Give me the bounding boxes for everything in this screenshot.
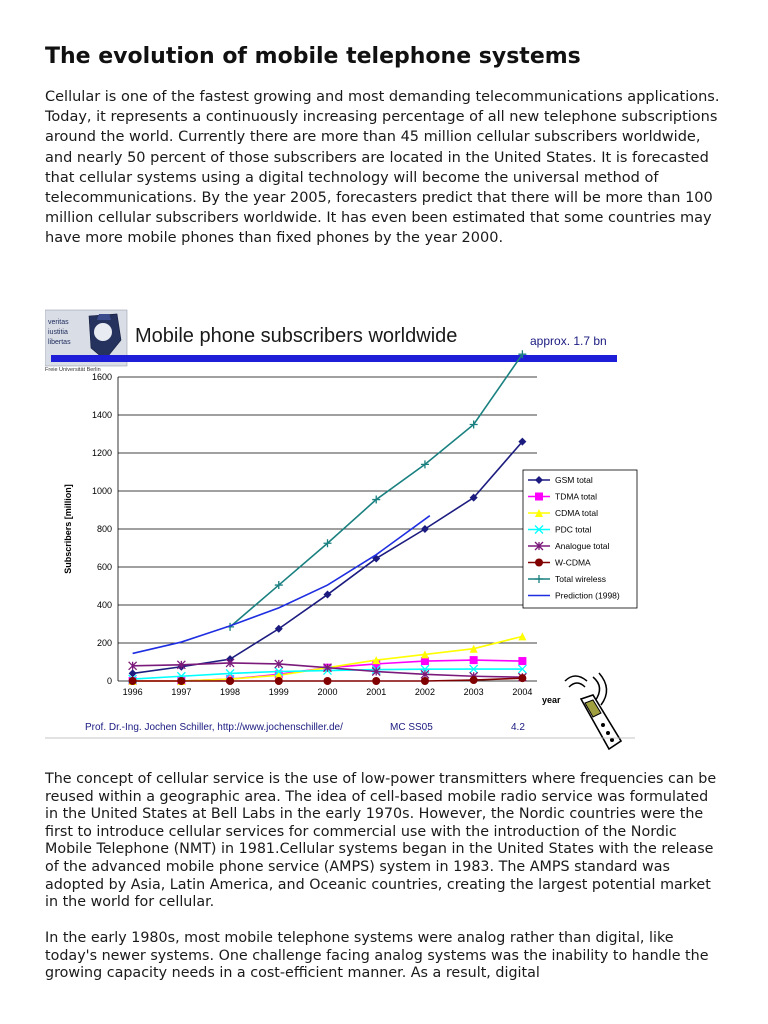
legend-label: CDMA total	[555, 508, 598, 518]
y-tick-label: 800	[96, 524, 112, 534]
legend-label: W-CDMA	[555, 557, 591, 568]
x-tick-label: 1998	[220, 687, 241, 697]
data-point	[177, 677, 185, 685]
x-tick-label: 2000	[317, 687, 338, 697]
x-axis-label: year	[542, 695, 561, 705]
subscribers-chart	[45, 300, 645, 753]
data-point	[518, 674, 526, 682]
data-point	[372, 677, 380, 685]
x-tick-label: 2001	[366, 687, 387, 697]
legend-label: Prediction (1998)	[555, 590, 620, 601]
footer-course: MC SS05	[390, 722, 433, 733]
y-tick-label: 1400	[91, 410, 112, 420]
y-tick-label: 1000	[91, 486, 112, 496]
x-tick-label: 2003	[463, 687, 484, 697]
data-point	[518, 657, 526, 665]
data-point	[470, 676, 478, 684]
data-point	[275, 677, 283, 685]
cellular-concept-paragraph: The concept of cellular service is the use of low-power transmitters where frequencies can be reused within a geographic area. The idea of cell-based mobile radio service was formulated in the United States at Bell Labs in the early 1970s. However, the Nordic countries were the first to introduce cellular services for commercial use with the introduction of the Nordic Mobile Telephone (NMT) in 1981.Cellular systems began in the United States with the release of the advanced mobile phone service (AMPS) system in 1983. The AMPS standard was adopted by Asia, Latin America, and Oceanic countries, creating the largest potential market in the world for cellular.	[45, 771, 717, 911]
logo-line-2: iustitia	[48, 329, 68, 336]
legend-label: GSM total	[555, 475, 593, 485]
footer-page: 4.2	[511, 722, 525, 733]
data-point	[129, 677, 137, 685]
legend-marker	[535, 493, 543, 501]
footer-author: Prof. Dr.-Ing. Jochen Schiller, http://www.jochenschiller.de/	[85, 722, 343, 733]
x-tick-label: 2002	[414, 687, 435, 697]
university-name: Freie Universität Berlin	[45, 367, 101, 373]
data-point	[226, 677, 234, 685]
y-tick-label: 200	[96, 638, 112, 648]
x-tick-label: 1996	[122, 687, 143, 697]
data-point	[324, 677, 332, 685]
intro-paragraph: Cellular is one of the fastest growing and most demanding telecommunications applications. Today, it represents a continuously increasing percentage of all new telephone subscriptions around the world. Currently there are more than 45 million cellular subscribers worldwide, and nearly 50 percent of those subscribers are located in the United States. It is forecasted that cellular systems using a digital technology will become the universal method of telecommunications. By the year 2005, forecasters predict that there will be more than 100 million cellular subscribers worldwide. It has even been estimated that some countries may have more mobile phones than fixed phones by the year 2000.	[45, 89, 720, 247]
university-logo	[45, 310, 127, 373]
logo-line-1: veritas	[48, 319, 69, 326]
approx-label: approx. 1.7 bn	[530, 334, 607, 348]
y-tick-label: 1200	[91, 448, 112, 458]
y-axis-label: Subscribers [million]	[63, 484, 73, 574]
x-tick-label: 1999	[268, 687, 289, 697]
data-point	[470, 656, 478, 664]
mobile-phone-icon	[565, 673, 621, 749]
data-point	[421, 677, 429, 685]
y-tick-label: 600	[96, 562, 112, 572]
page-title: The evolution of mobile telephone systems	[45, 44, 581, 69]
y-tick-label: 0	[106, 676, 112, 686]
legend-label: Analogue total	[555, 541, 610, 551]
series-line-6	[230, 354, 522, 627]
chart-slide	[45, 300, 645, 753]
legend-marker	[535, 559, 543, 567]
y-tick-label: 1600	[91, 372, 112, 382]
data-point	[421, 525, 429, 533]
y-tick-label: 400	[96, 600, 112, 610]
legend-label: Total wireless	[555, 574, 607, 584]
legend-label: PDC total	[555, 524, 592, 535]
legend-label: TDMA total	[555, 491, 598, 502]
analog-systems-paragraph: In the early 1980s, most mobile telephone systems were analog rather than digital, like today's newer systems. One challenge facing analog systems was the inability to handle the growing capacity needs in a cost-efficient manner. As a result, digital	[45, 930, 709, 982]
x-tick-label: 1997	[171, 687, 192, 697]
chart-title: Mobile phone subscribers worldwide	[135, 325, 458, 347]
x-tick-label: 2004	[512, 687, 533, 697]
logo-line-3: libertas	[48, 339, 71, 346]
header-bar	[51, 355, 617, 362]
